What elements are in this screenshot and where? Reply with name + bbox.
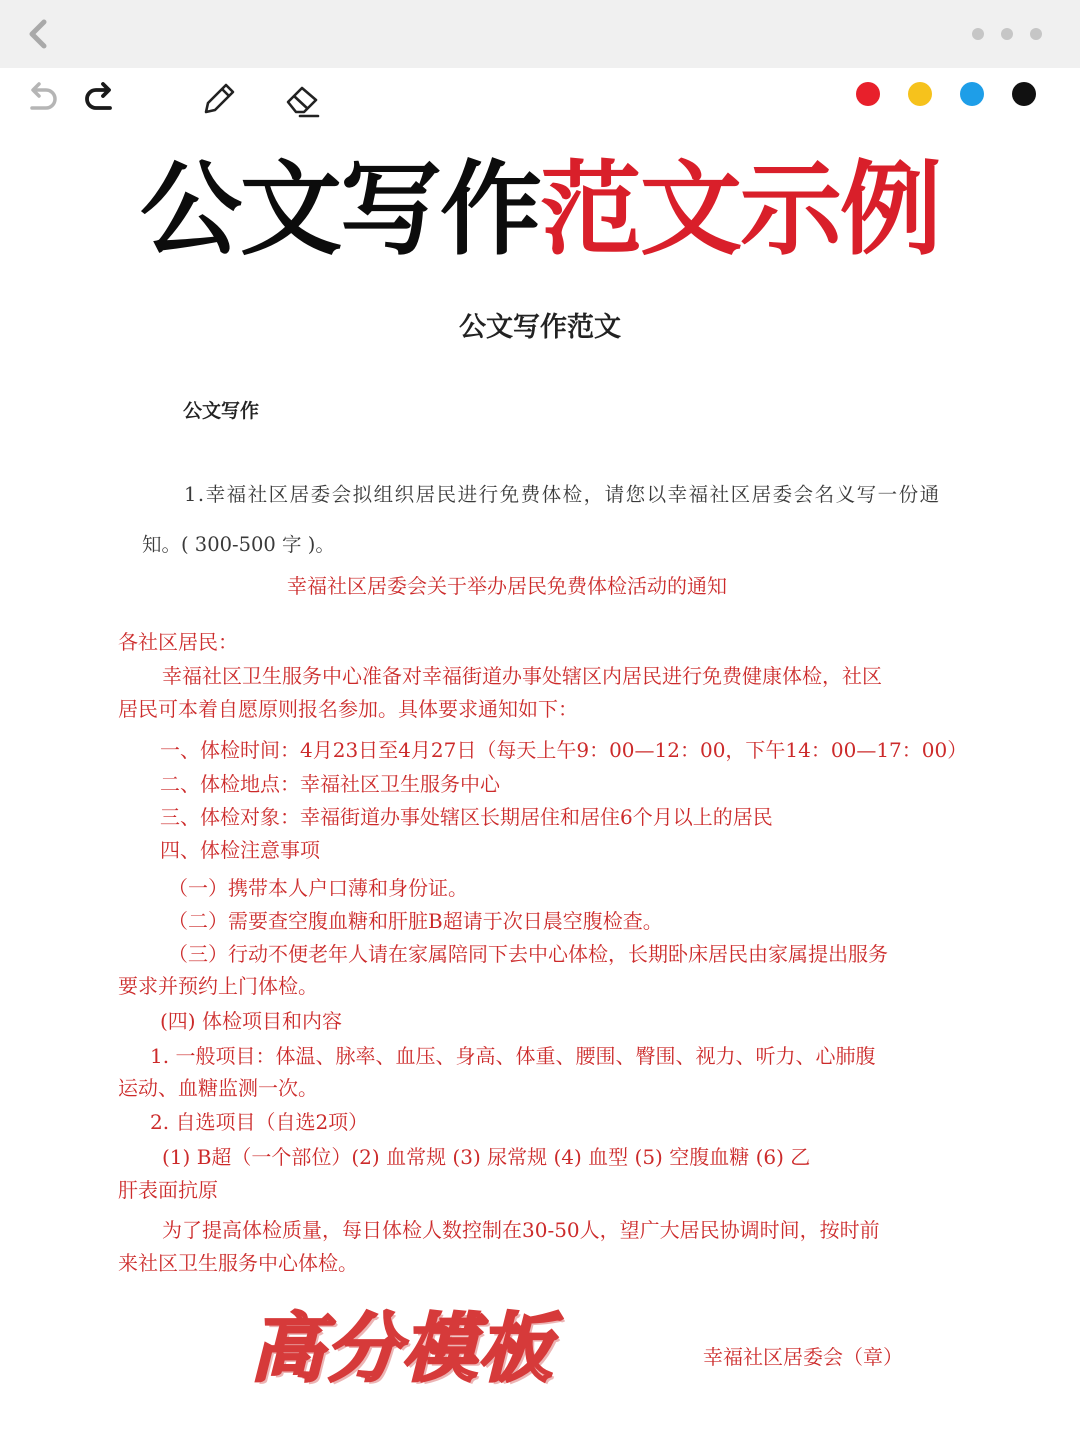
notice-sub-item: （二）需要查空腹血糖和肝脏B超请于次日晨空腹检查。 — [168, 909, 663, 933]
page-title — [0, 150, 1080, 270]
notice-optional-list: (1) B超（一个部位）(2) 血常规 (3) 尿常规 (4) 血型 (5) 空腹血糖 (6) 乙 — [162, 1145, 811, 1169]
top-bar — [0, 0, 1080, 68]
back-button[interactable] — [22, 16, 54, 52]
notice-item-notes: 四、体检注意事项 — [160, 838, 320, 862]
notice-optional-items: 2. 自选项目（自选2项） — [150, 1110, 369, 1134]
back-icon — [22, 16, 54, 52]
question-line-1: 1.幸福社区居委会拟组织居民进行免费体检，请您以幸福社区居委会名义写一份通 — [184, 483, 941, 506]
notice-sub-item: （一）携带本人户口薄和身份证。 — [168, 876, 468, 900]
eraser-icon — [282, 78, 322, 118]
notice-general-items-cont: 运动、血糖监测一次。 — [118, 1076, 318, 1100]
notice-general-items: 1. 一般项目：体温、脉率、血压、身高、体重、腰围、臀围、视力、听力、心肺腹 — [150, 1044, 876, 1068]
notice-sub-item-cont: 要求并预约上门体检。 — [118, 974, 318, 998]
notice-optional-list-cont: 肝表面抗原 — [118, 1178, 218, 1202]
notice-paragraph-line: 幸福社区卫生服务中心准备对幸福街道办事处辖区内居民进行免费健康体检，社区 — [162, 664, 882, 688]
notice-paragraph-line: 居民可本着自愿原则报名参加。具体要求通知如下： — [118, 697, 578, 721]
high-score-template-stamp: 高分模板 — [250, 1306, 554, 1392]
notice-closing-cont: 来社区卫生服务中心体检。 — [118, 1251, 358, 1275]
pencil-tool-button[interactable] — [198, 78, 238, 118]
notice-item-target: 三、体检对象：幸福街道办事处辖区长期居住和居住6个月以上的居民 — [160, 805, 773, 829]
notice-sub-item: (四) 体检项目和内容 — [160, 1009, 342, 1033]
redo-button[interactable] — [78, 78, 118, 118]
title-red-part: 范文示例 — [540, 150, 940, 270]
more-icon-dot — [1030, 28, 1042, 40]
document-subtitle: 公文写作范文 — [459, 312, 621, 343]
color-blue-swatch[interactable] — [960, 82, 984, 106]
question-line-2: 知。( 300-500 字 )。 — [142, 533, 335, 556]
title-black-part: 公文写作 — [140, 150, 540, 270]
undo-icon — [22, 78, 62, 118]
notice-item-time: 一、体检时间：4月23日至4月27日（每天上午9：00—12：00，下午14：00—17：00） — [160, 738, 968, 762]
notice-signature: 幸福社区居委会（章） — [703, 1345, 903, 1369]
section-label: 公文写作 — [183, 400, 260, 422]
more-button[interactable] — [972, 24, 1042, 44]
notice-salutation: 各社区居民： — [118, 630, 238, 654]
notice-sub-item: （三）行动不便老年人请在家属陪同下去中心体检，长期卧床居民由家属提出服务 — [168, 942, 888, 966]
question-prompt — [142, 470, 972, 570]
more-icon-dot — [1001, 28, 1013, 40]
undo-button[interactable] — [22, 78, 62, 118]
eraser-tool-button[interactable] — [282, 78, 322, 118]
notice-closing: 为了提高体检质量，每日体检人数控制在30-50人，望广大居民协调时间，按时前 — [162, 1218, 880, 1242]
notice-title: 幸福社区居委会关于举办居民免费体检活动的通知 — [287, 574, 727, 598]
notice-item-location: 二、体检地点：幸福社区卫生服务中心 — [160, 772, 500, 796]
color-yellow-swatch[interactable] — [908, 82, 932, 106]
pencil-icon — [198, 78, 238, 118]
color-red-swatch[interactable] — [856, 82, 880, 106]
color-black-swatch[interactable] — [1012, 82, 1036, 106]
redo-icon — [78, 78, 118, 118]
more-icon — [972, 28, 984, 40]
